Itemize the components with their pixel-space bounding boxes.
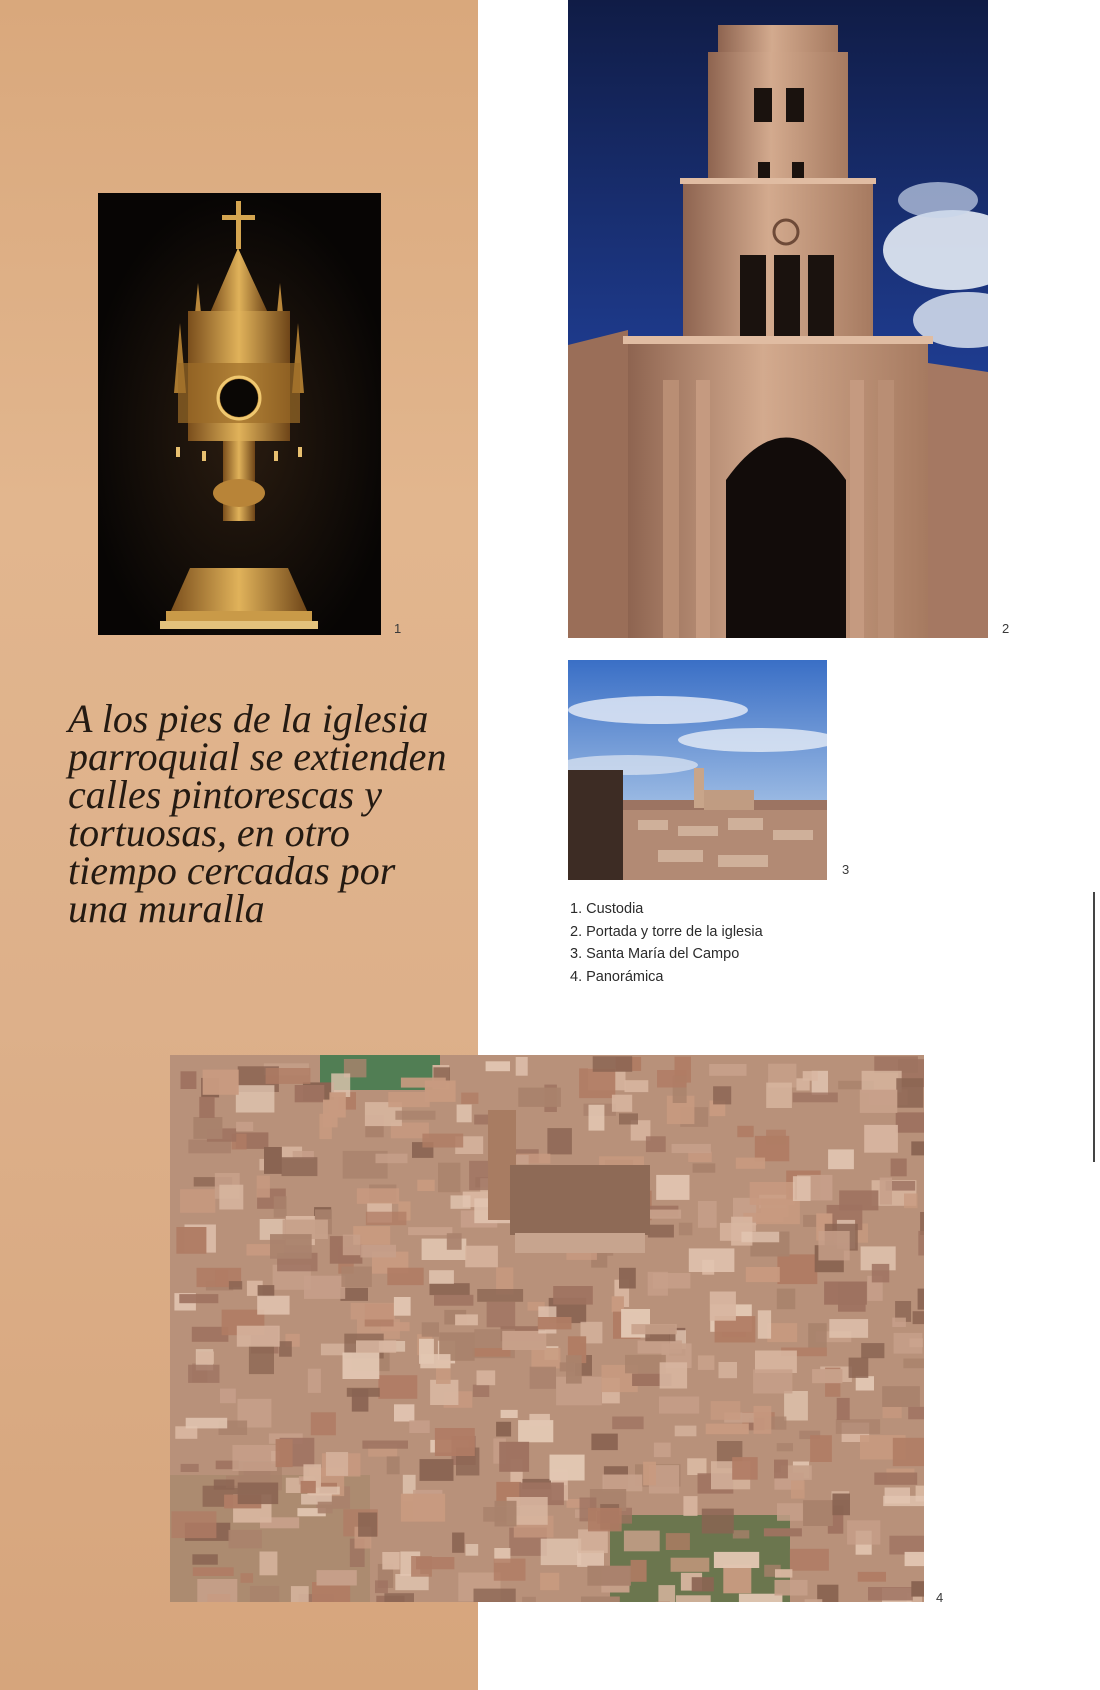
roof-texture [179,1294,218,1303]
figure-number-3: 3 [842,862,850,877]
roof-texture [199,1097,214,1118]
roof-texture [249,1346,274,1375]
roof-texture [250,1586,279,1602]
roof-texture [408,1227,452,1235]
roof-texture [241,1573,254,1583]
roof-texture [631,1324,676,1334]
roof-texture [518,1088,561,1107]
roof-texture [588,1508,622,1532]
roof-texture [560,1362,574,1371]
roof-texture [646,1136,666,1152]
roof-texture [874,1473,917,1485]
roof-texture [473,1385,490,1397]
roof-texture [538,1317,572,1329]
photo-aerial-panorama [170,1055,924,1602]
roof-texture [675,1426,697,1437]
roof-texture [422,1322,439,1336]
roof-texture [764,1528,802,1536]
roof-texture [638,1340,682,1353]
roof-texture [486,1061,510,1071]
roof-texture [193,1567,234,1576]
vertical-rule [1093,892,1095,1162]
roof-texture [270,1234,312,1259]
roof-texture [494,1559,526,1581]
roof-texture [683,1496,697,1516]
roof-texture [698,1201,717,1228]
roof-texture [766,1083,792,1108]
roof-texture [477,1370,496,1385]
roof-texture [495,1501,517,1527]
roof-texture [409,1420,429,1433]
roof-texture [896,1112,924,1132]
roof-texture [447,1233,462,1250]
caption-item: 2. Portada y torre de la iglesia [570,923,763,940]
roof-texture [451,1195,471,1208]
roof-texture [360,1245,396,1258]
roof-texture [657,1070,687,1088]
roof-texture [836,1419,880,1434]
photo-church-tower [568,0,988,638]
roof-texture [903,1359,924,1369]
roof-texture [777,1289,796,1310]
roof-texture [516,1057,528,1076]
caption-item: 4. Panorámica [570,968,664,985]
photo-village-view [568,660,827,880]
roof-texture [257,1296,289,1315]
roof-texture [666,1533,690,1550]
roof-texture [755,1136,790,1161]
roof-texture [401,1494,445,1522]
roof-texture [803,1500,833,1526]
roof-texture [326,1452,348,1476]
roof-texture [540,1573,559,1590]
roof-texture [181,1071,197,1089]
roof-texture [775,1569,792,1577]
roof-texture [864,1125,898,1153]
roof-texture [282,1157,318,1176]
roof-texture [420,1459,454,1481]
roof-texture [578,1529,608,1553]
roof-texture [378,1375,417,1399]
roof-texture [356,1340,396,1352]
roof-texture [711,1401,741,1420]
roof-texture [861,1343,884,1358]
roof-texture [891,1159,907,1177]
roof-texture [502,1331,546,1350]
roof-texture [238,1483,279,1505]
roof-texture [276,1439,293,1467]
roof-texture [911,1141,924,1155]
roof-texture [430,1283,470,1295]
roof-texture [203,1070,239,1095]
roof-texture [808,1323,827,1347]
roof-texture [753,1369,792,1393]
roof-texture [856,1376,874,1390]
roof-texture [499,1442,529,1472]
roof-texture [260,1552,278,1576]
roof-texture [624,1531,660,1552]
roof-texture [688,1152,712,1162]
roof-texture [311,1412,336,1435]
roof-texture [417,1180,434,1191]
roof-texture [215,1270,228,1287]
roof-texture [733,1530,750,1538]
roof-texture [429,1270,454,1284]
roof-texture [387,1456,400,1474]
roof-texture [279,1341,292,1357]
roof-texture [643,1462,656,1486]
roof-texture [192,1554,217,1564]
roof-texture [362,1441,408,1449]
roof-texture [352,1389,369,1412]
roof-texture [805,1599,823,1602]
roof-texture [687,1458,706,1475]
roof-texture [894,1333,923,1354]
roof-texture [501,1410,518,1418]
caption-item: 1. Custodia [570,901,644,917]
roof-texture [541,1539,582,1566]
roof-texture [452,1533,464,1553]
roof-texture [849,1358,869,1378]
roof-texture [619,1268,636,1289]
roof-texture [518,1420,553,1442]
roof-texture [384,1593,414,1602]
figure-number-2: 2 [1002,621,1010,636]
roof-texture [758,1310,771,1338]
roof-texture [793,1093,838,1103]
roof-texture [656,1175,689,1200]
roof-texture [892,1318,906,1327]
roof-texture [659,1397,699,1414]
roof-texture [351,1303,395,1320]
roof-texture [357,1188,399,1204]
roof-texture [679,1223,693,1236]
roof-texture [710,1292,736,1321]
roof-texture [612,1095,632,1112]
roof-texture [496,1422,511,1437]
roof-texture [904,1194,918,1209]
roof-texture [308,1369,321,1393]
roof-texture [818,1231,849,1260]
pull-quote: A los pies de la iglesia parroquial se extienden calles pintorescas y tortuosas, en otro tiempo cercadas por una muralla [68,696,447,931]
roof-texture [872,1264,890,1283]
roof-texture [304,1276,345,1299]
roof-texture [860,1090,898,1113]
roof-texture [698,1355,715,1370]
roof-texture [893,1438,924,1466]
roof-texture [358,1513,377,1537]
roof-texture [829,1319,868,1338]
roof-texture [784,1391,808,1421]
roof-texture [918,1231,924,1256]
roof-texture [741,1232,779,1243]
roof-texture [366,1212,407,1226]
roof-texture [862,1071,902,1093]
roof-texture [457,1105,472,1123]
roof-texture [775,1580,808,1596]
roof-texture [774,1460,788,1479]
roof-texture [824,1282,867,1305]
roof-texture [420,1354,450,1368]
roof-texture [736,1158,765,1169]
roof-texture [229,1281,242,1289]
roof-texture [612,1417,643,1430]
roof-texture [550,1455,585,1481]
roof-texture [692,1577,714,1591]
roof-texture [258,1285,275,1297]
roof-texture [435,1428,475,1456]
roof-texture [465,1246,498,1268]
roof-texture [883,1496,924,1506]
roof-texture [812,1369,842,1383]
roof-texture [266,1068,311,1084]
roof-texture [858,1572,886,1582]
roof-texture [264,1147,282,1174]
roof-texture [653,1273,691,1289]
roof-texture [232,1445,277,1471]
roof-texture [713,1086,731,1104]
roof-texture [918,1289,924,1310]
roof-texture [181,1464,199,1472]
roof-texture [531,1348,560,1369]
roof-texture [658,1585,675,1602]
roof-texture [648,1225,674,1238]
roof-texture [810,1435,832,1462]
roof-texture [714,1552,759,1568]
roof-texture [706,1424,749,1435]
roof-texture [229,1530,262,1548]
roof-texture [581,1597,620,1603]
roof-texture [295,1085,325,1102]
roof-texture [868,1587,913,1601]
roof-texture [672,1144,711,1153]
roof-texture [593,1056,633,1072]
roof-texture [837,1398,850,1420]
caption-item: 3. Santa María del Campo [570,946,740,962]
roof-texture [793,1176,811,1201]
roof-texture [388,1092,429,1107]
roof-texture [709,1064,746,1076]
roof-texture [416,1557,454,1569]
roof-texture [438,1163,460,1193]
roof-texture [186,1418,228,1429]
roof-texture [376,1154,408,1164]
roof-texture [660,1362,688,1388]
roof-texture [176,1227,206,1254]
figure-number-4: 4 [936,1590,944,1605]
roof-texture [777,1254,817,1284]
roof-texture [746,1267,780,1282]
roof-texture [291,1586,309,1602]
roof-texture [237,1326,280,1347]
roof-texture [619,1113,638,1124]
roof-texture [208,1594,231,1602]
roof-texture [702,1509,734,1534]
roof-texture [828,1149,854,1169]
roof-texture [257,1176,270,1198]
roof-texture [274,1196,287,1217]
roof-texture [693,1163,716,1172]
roof-texture [777,1503,803,1521]
roof-texture [625,1080,649,1092]
roof-texture [896,1078,923,1108]
roof-texture [317,1570,357,1585]
roof-texture [466,1544,479,1556]
roof-texture [382,1552,399,1570]
roof-texture [874,1056,918,1072]
roof-texture [394,1404,414,1421]
roof-texture [889,1536,924,1555]
roof-texture [767,1323,797,1342]
roof-texture [387,1268,423,1285]
roof-texture [401,1078,446,1088]
roof-texture [589,1105,605,1131]
roof-texture [750,1182,795,1205]
roof-texture [631,1560,647,1582]
roof-texture [236,1122,253,1131]
roof-texture [375,1580,388,1593]
roof-texture [791,1480,805,1498]
roof-texture [911,1581,924,1596]
roof-texture [394,1297,411,1316]
roof-texture [474,1589,516,1602]
roof-texture [587,1566,631,1586]
roof-texture [487,1302,516,1328]
roof-texture [547,1128,572,1154]
photo-custodia [98,193,381,635]
roof-texture [214,1480,235,1490]
roof-texture [579,1068,615,1098]
roof-texture [434,1295,473,1306]
roof-texture [530,1367,556,1389]
roof-texture [832,1494,850,1516]
roof-texture [343,1353,380,1380]
roof-texture [654,1443,671,1458]
roof-texture [171,1511,216,1538]
roof-texture [477,1289,523,1302]
roof-texture [188,1365,219,1383]
roof-texture [732,1457,758,1480]
roof-texture [318,1502,333,1514]
roof-texture [180,1189,215,1213]
roof-texture [553,1286,593,1305]
roof-texture [796,1078,809,1090]
roof-texture [790,1549,829,1571]
roof-texture [236,1085,275,1112]
roof-texture [341,1267,371,1288]
roof-texture [422,1134,463,1148]
roof-texture [908,1407,924,1420]
roof-texture [395,1111,435,1120]
roof-texture [719,1362,738,1378]
roof-texture [455,1314,478,1325]
roof-texture [777,1443,793,1451]
roof-texture [197,1352,214,1364]
roof-texture [343,1235,361,1256]
roof-texture [676,1595,711,1602]
roof-texture [913,1311,924,1324]
roof-texture [603,1475,643,1492]
roof-texture [193,1117,222,1139]
roof-texture [220,1389,236,1404]
roof-texture [882,1386,920,1407]
roof-texture [461,1093,478,1104]
roof-texture [522,1597,536,1602]
roof-texture [754,1406,772,1434]
roof-texture [905,1552,924,1566]
roof-texture [671,1558,710,1572]
roof-texture [880,1178,892,1205]
roof-texture [591,1434,617,1451]
roof-texture [323,1100,338,1128]
roof-texture [219,1185,243,1210]
figure-number-1: 1 [394,621,402,636]
roof-texture [689,1248,735,1272]
roof-texture [301,1481,316,1493]
roof-texture [847,1520,880,1544]
roof-texture [737,1126,753,1137]
roof-texture [723,1565,751,1594]
caption-list [570,898,763,988]
